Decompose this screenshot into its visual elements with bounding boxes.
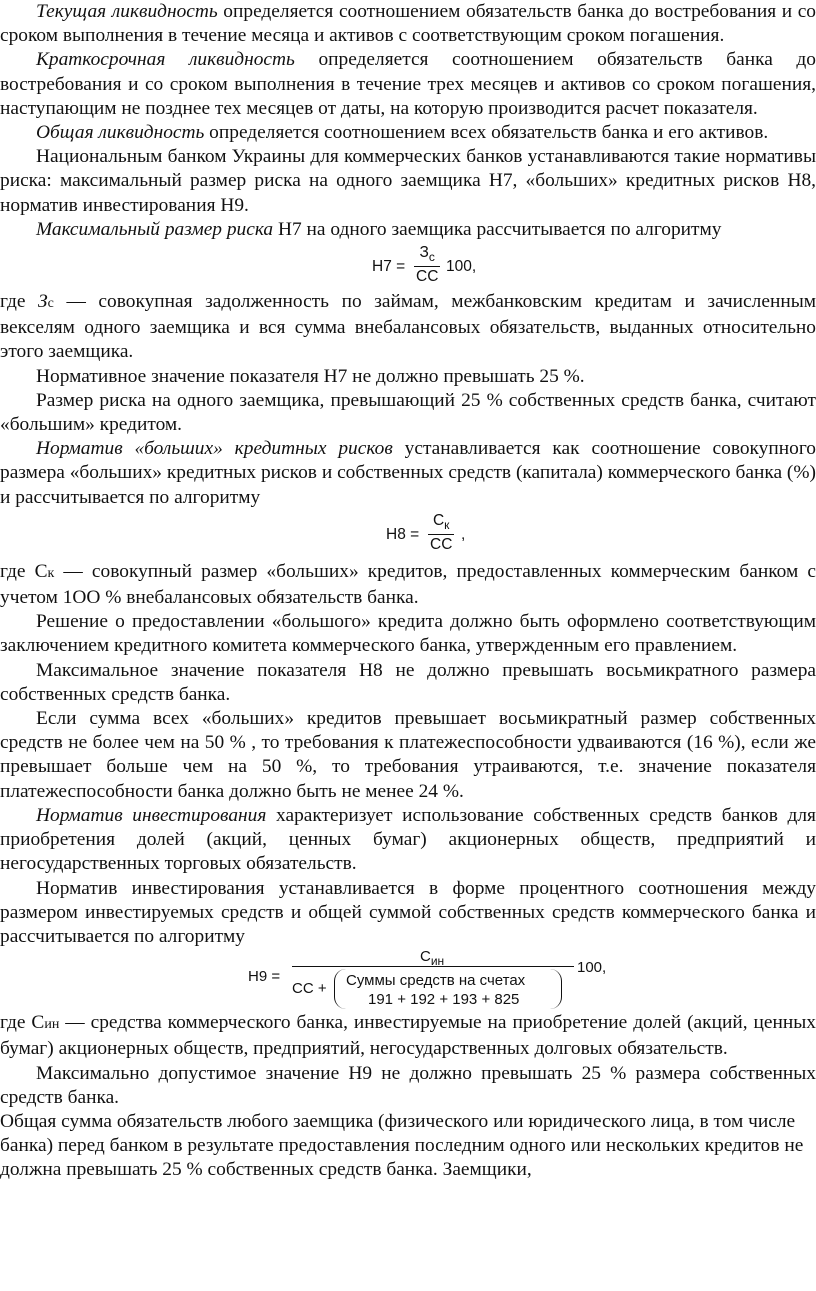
paragraph-risk-norms	[0, 145, 816, 218]
paragraph-short-term-liquidity	[0, 48, 816, 121]
term: Норматив инвестирования	[36, 804, 267, 826]
symbol-sub: к	[47, 565, 55, 581]
text-lead: где С	[0, 560, 48, 582]
paragraph-text: — совокупный размер «больших» кредитов, предоставленных коммерческим банком с учетом 1ОО % внебалансовых обязательств банка.	[0, 560, 816, 609]
paragraph-h7-intro	[0, 218, 816, 242]
paragraph-text: — средства коммерческого банка, инвестируемые на приобретение долей (акций, ценных бумаг) акционерных обществ, предприятий, негосударственных долговых обязательств.	[0, 1012, 816, 1060]
formula-inner-top: Суммы средств на счетах	[346, 972, 526, 990]
paragraph-text: Норматив инвестирования устанавливается в форме процентного соотношения между размером инвестируемых средств и общей суммой собственных средств коммерческого банка и рассчитывается по алгоритму	[0, 877, 816, 947]
paragraph-solvency	[0, 707, 816, 804]
paragraph-h9-definition	[0, 1011, 816, 1061]
formula-tail: 100,	[577, 959, 607, 977]
formula-h7	[0, 242, 816, 290]
paragraph-h8-max	[0, 659, 816, 707]
formula-numerator-text: С	[420, 948, 431, 966]
paragraph-text: устанавливается как соотношение совокупного размера «больших» кредитных рисков и собственных средств (капитала) коммерческого банка (%) и рассчитывается по алгоритму	[0, 438, 816, 508]
formula-numerator-sub: с	[428, 250, 435, 265]
term: Норматив «больших» кредитных рисков	[36, 438, 393, 460]
term: Краткосрочная ликвидность	[36, 49, 295, 71]
formula-lhs: Н8 =	[386, 525, 420, 543]
paragraph-h9-term	[0, 804, 816, 877]
text-lead: где С	[0, 1012, 45, 1034]
symbol-sub: ин	[44, 1017, 60, 1033]
paragraph-text: Общая сумма обязательств любого заемщика (физического или юридического лица, в том числе банка) перед банком в результате предоставления последним одного или нескольких кредитов не должна превышать 25 % собственных средств банка. Заемщики,	[0, 1110, 804, 1181]
paragraph-text: определяется соотношением обязательств банка до востребования и со сроком выполнения в течение месяца и активов с соответствующим сроком погашения.	[0, 1, 816, 47]
paragraph-text: Размер риска на одного заемщика, превышающий 25 % собственных средств банка, считают «большим» кредитом.	[0, 389, 816, 436]
formula-h8	[0, 510, 816, 560]
paragraph-text: Если сумма всех «больших» кредитов превышает восьмикратный размер собственных средств не более чем на 50 % , то требования к платежеспособности удваиваются (16 %), если же превышает больше чем на 50 %, то требования утраиваются, т.е. значение показателя платежеспособности банка должно быть не менее 24 %.	[0, 708, 816, 802]
paragraph-big-credit	[0, 389, 816, 437]
term: Текущая ликвидность	[36, 1, 218, 22]
formula-inner-bottom: 191 + 192 + 193 + 825	[368, 991, 520, 1009]
formula-tail: 100,	[446, 258, 477, 276]
formula-numerator: З	[419, 244, 429, 262]
paragraph-text: Национальным банком Украины для коммерческих банков устанавливаются такие нормативы риска: максимальный размер риска на одного заемщика Н7, «больших» кредитных рисков Н8, норматив инвестирования Н9.	[0, 146, 816, 216]
formula-fraction	[428, 512, 454, 554]
formula-h9	[0, 949, 816, 1011]
term: Общая ликвидность	[36, 122, 205, 144]
formula-numerator: С	[432, 511, 445, 529]
formula-denominator-prefix: СС +	[292, 980, 327, 998]
paragraph-text: Нормативное значение показателя Н7 не должно превышать 25 %.	[36, 365, 585, 387]
paragraph-h7-definition	[0, 290, 816, 365]
formula-tail: ,	[461, 525, 466, 543]
symbol: З	[38, 291, 48, 313]
paragraph-borrower-total	[0, 1110, 816, 1183]
text-lead: где	[0, 291, 39, 313]
paragraph-h9-max	[0, 1062, 816, 1110]
paragraph-text: — совокупная задолженность по займам, межбанковским кредитам и зачисленным векселям одного заемщика и вся сумма внебалансовых обязательств, выданных относительно этого заемщика.	[0, 291, 816, 363]
paragraph-text: Н7 на одного заемщика рассчитывается по алгоритму	[273, 218, 722, 240]
symbol-sub: с	[47, 296, 54, 312]
paragraph-text: Максимально допустимое значение Н9 не должно превышать 25 % размера собственных средств банка.	[0, 1062, 816, 1108]
formula-denominator: СС	[416, 268, 439, 286]
paragraph-current-liquidity	[0, 0, 816, 48]
formula-fraction	[414, 244, 440, 286]
paragraph-text: определяется соотношением всех обязательств банка и его активов.	[204, 122, 769, 144]
formula-lhs: Н9 =	[248, 968, 281, 986]
paragraph-text: Максимальное значение показателя Н8 не должно превышать восьмикратного размера собственных средств банка.	[0, 659, 816, 705]
formula-lhs: Н7 =	[372, 258, 406, 276]
paragraph-text: Решение о предоставлении «большого» кредита должно быть оформлено соответствующим заключением кредитного комитета коммерческого банка, утвержденным его правлением.	[0, 611, 816, 657]
formula-numerator-sub: к	[444, 517, 450, 532]
paragraph-text: характеризует использование собственных средств банков для приобретения долей (акций, ценных бумаг) акционерных обществ, предприятий и негосударственных торговых обязательств.	[0, 804, 816, 875]
paragraph-h8-intro	[0, 437, 816, 510]
fraction-bar	[292, 966, 574, 967]
paragraph-credit-decision	[0, 610, 816, 658]
paragraph-h7-value	[0, 365, 816, 389]
paragraph-general-liquidity	[0, 121, 816, 145]
formula-denominator: СС	[430, 535, 453, 553]
paragraph-h9-intro	[0, 877, 816, 950]
paragraph-h8-definition	[0, 560, 816, 610]
formula-numerator-sub: ин	[430, 954, 445, 969]
paragraph-text: определяется соотношением обязательств банка до востребования и со сроком выполнения в течение трех месяцев и активов со сроком погашения, наступающим не позднее тех месяцев от даты, на которую производится расчет показателя.	[0, 49, 816, 119]
term: Максимальный размер риска	[36, 218, 274, 240]
